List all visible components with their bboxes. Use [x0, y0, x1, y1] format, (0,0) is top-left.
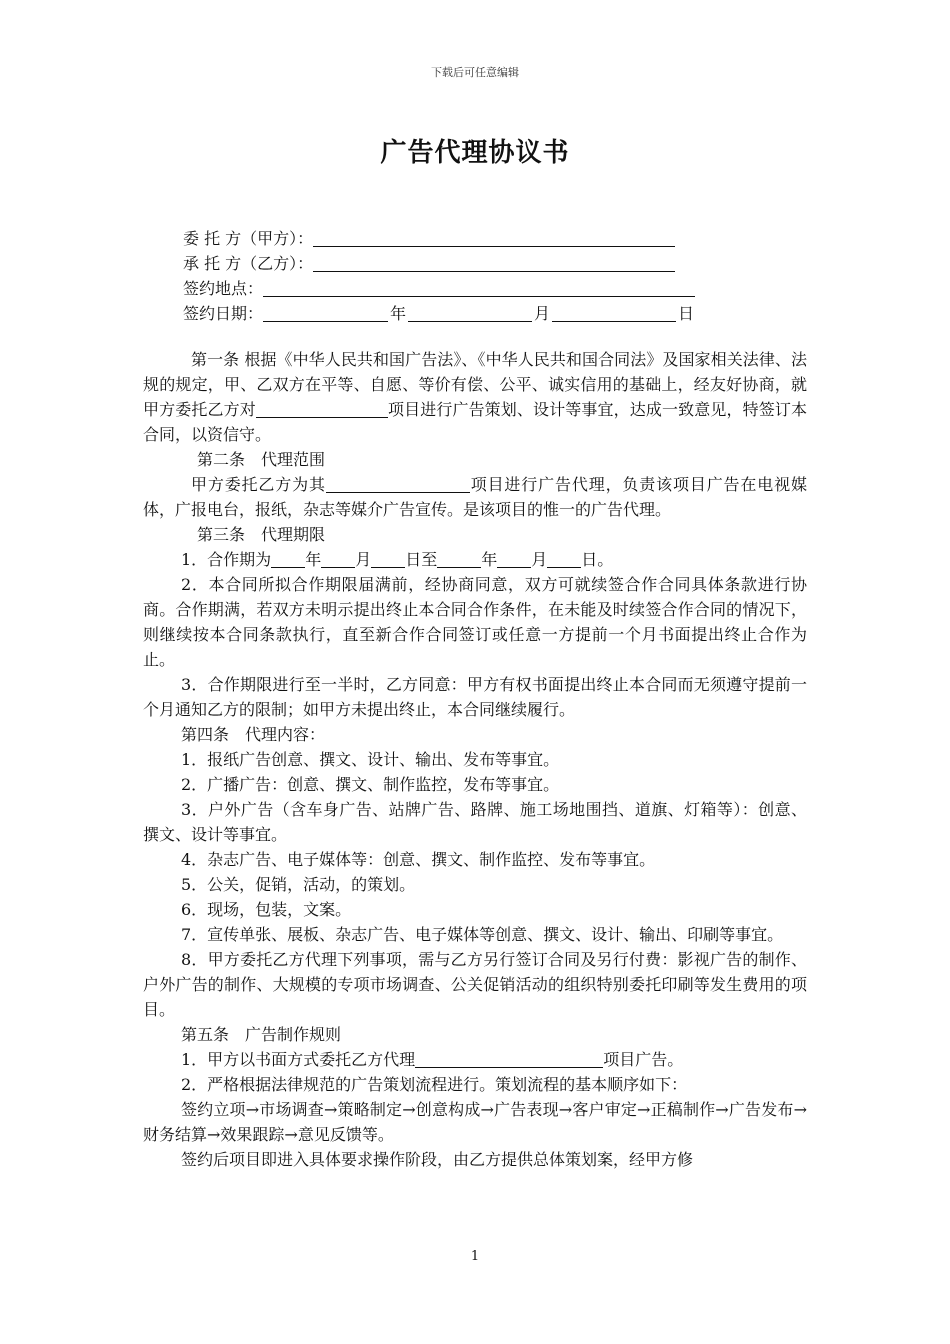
article-5-last: 签约后项目即进入具体要求操作阶段，由乙方提供总体策划案，经甲方修 — [181, 1150, 694, 1169]
term-start-month-blank — [321, 549, 355, 568]
article-4-heading: 第四条 代理内容： — [181, 725, 326, 744]
article-5-item-1-b: 项目广告。 — [603, 1050, 684, 1069]
contract-body — [143, 347, 807, 1172]
term-start-day-blank — [371, 549, 405, 568]
article-2-text-b: 项目进行广告代理，负责该项目广告在电视媒体，广报电台，报纸，杂志等媒介广告宣传。是该项目的惟一的广告代理。 — [143, 475, 807, 519]
sign-day-label: 日 — [678, 304, 695, 323]
article-4-item-3: 3．户外广告（含车身广告、站牌广告、路牌、施工场地围挡、道旗、灯箱等）：创意、撰文、设计等事宜。 — [143, 800, 807, 844]
term-end-month-label: 月 — [531, 550, 548, 569]
article-3-item-2: 2．本合同所拟合作期限届满前，经协商同意，双方可就续签合作合同具体条款进行协商。合作期满，若双方未明示提出终止本合同合作条件，在未能及时续签合作合同的情况下，则继续按本合同条款执行，直至新合作合同签订或任意一方提前一个月书面提出终止合作为止。 — [143, 575, 807, 669]
article-3-item-3: 3．合作期限进行至一半时，乙方同意：甲方有权书面提出终止本合同而无须遵守提前一个月通知乙方的限制；如甲方未提出终止，本合同继续履行。 — [143, 675, 807, 719]
article-4-item-6: 6．现场，包装，文案。 — [181, 900, 352, 919]
sign-year-blank — [263, 305, 388, 322]
article-2-project-blank — [326, 474, 470, 493]
term-year-label: 年 — [305, 550, 322, 569]
article-4-item-7: 7．宣传单张、展板、杂志广告、电子媒体等创意、撰文、设计、输出、印刷等事宜。 — [181, 925, 784, 944]
party-a-label: 委 托 方（甲方）： — [183, 229, 314, 248]
sign-day-blank — [552, 305, 676, 322]
article-5-item-1-a: 1．甲方以书面方式委托乙方代理 — [181, 1050, 416, 1069]
term-month-label: 月 — [355, 550, 372, 569]
article-1-text-b: 项目进行广告策划、设计等事宜，达成一致意见，特签订本合同，以资信守。 — [143, 400, 807, 444]
party-b-blank — [313, 255, 675, 272]
article-2-text-a: 甲方委托乙方为其 — [191, 475, 326, 494]
article-5-project-blank — [415, 1049, 603, 1068]
article-4-item-2: 2．广播广告：创意、撰文、制作监控，发布等事宜。 — [181, 775, 560, 794]
document-title: 广告代理协议书 — [380, 138, 570, 168]
sign-place-blank — [263, 280, 695, 297]
article-5-heading: 第五条 广告制作规则 — [181, 1025, 342, 1044]
party-b-label: 承 托 方（乙方）： — [183, 254, 314, 273]
article-4-item-4: 4．杂志广告、电子媒体等：创意、撰文、制作监控、发布等事宜。 — [181, 850, 656, 869]
article-4-item-1: 1．报纸广告创意、撰文、设计、输出、发布等事宜。 — [181, 750, 560, 769]
article-2-heading: 第二条 代理范围 — [197, 450, 326, 469]
sign-month-label: 月 — [534, 304, 551, 323]
term-end-year-blank — [437, 549, 481, 568]
article-5-item-1 — [143, 1047, 807, 1072]
sign-year-label: 年 — [390, 304, 407, 323]
term-end-month-blank — [497, 549, 531, 568]
parties-block — [183, 226, 696, 326]
sign-date-line — [183, 301, 696, 326]
article-1-project-blank — [256, 399, 388, 418]
term-end-day-blank — [547, 549, 581, 568]
term-to-label: 日至 — [405, 550, 438, 569]
sign-date-label: 签约日期： — [183, 304, 264, 323]
article-1-text-a: 第一条 根据《中华人民共和国广告法》、《中华人民共和国合同法》及国家相关法律、法规的规定，甲、乙双方在平等、自愿、等价有偿、公平、诚实信用的基础上，经友好协商，就甲方委托乙方对 — [143, 350, 807, 419]
term-intro: 1．合作期为 — [181, 550, 272, 569]
article-3-item-1 — [143, 547, 807, 572]
term-end-year-label: 年 — [481, 550, 498, 569]
article-5-item-2: 2．严格根据法律规范的广告策划流程进行。策划流程的基本顺序如下： — [181, 1075, 688, 1094]
article-4-item-5: 5．公关，促销，活动，的策划。 — [181, 875, 416, 894]
term-start-year-blank — [271, 549, 305, 568]
term-end-day-label: 日。 — [581, 550, 614, 569]
article-2-body — [143, 472, 807, 522]
sign-place-line — [183, 276, 696, 301]
article-3-heading: 第三条 代理期限 — [197, 525, 326, 544]
party-b-line — [183, 251, 696, 276]
page-number: 1 — [470, 1249, 480, 1264]
article-5-flow: 签约立项→市场调查→策略制定→创意构成→广告表现→客户审定→正稿制作→广告发布→财务结算→效果跟踪→意见反馈等。 — [143, 1100, 807, 1144]
party-a-line — [183, 226, 696, 251]
header-note: 下载后可任意编辑 — [431, 66, 519, 79]
sign-place-label: 签约地点： — [183, 279, 264, 298]
party-a-blank — [313, 230, 675, 247]
sign-month-blank — [408, 305, 532, 322]
article-1 — [143, 347, 807, 447]
article-4-item-8: 8．甲方委托乙方代理下列事项，需与乙方另行签订合同及另行付费：影视广告的制作、户外广告的制作、大规模的专项市场调查、公关促销活动的组织特别委托印刷等发生费用的项目。 — [143, 950, 807, 1019]
